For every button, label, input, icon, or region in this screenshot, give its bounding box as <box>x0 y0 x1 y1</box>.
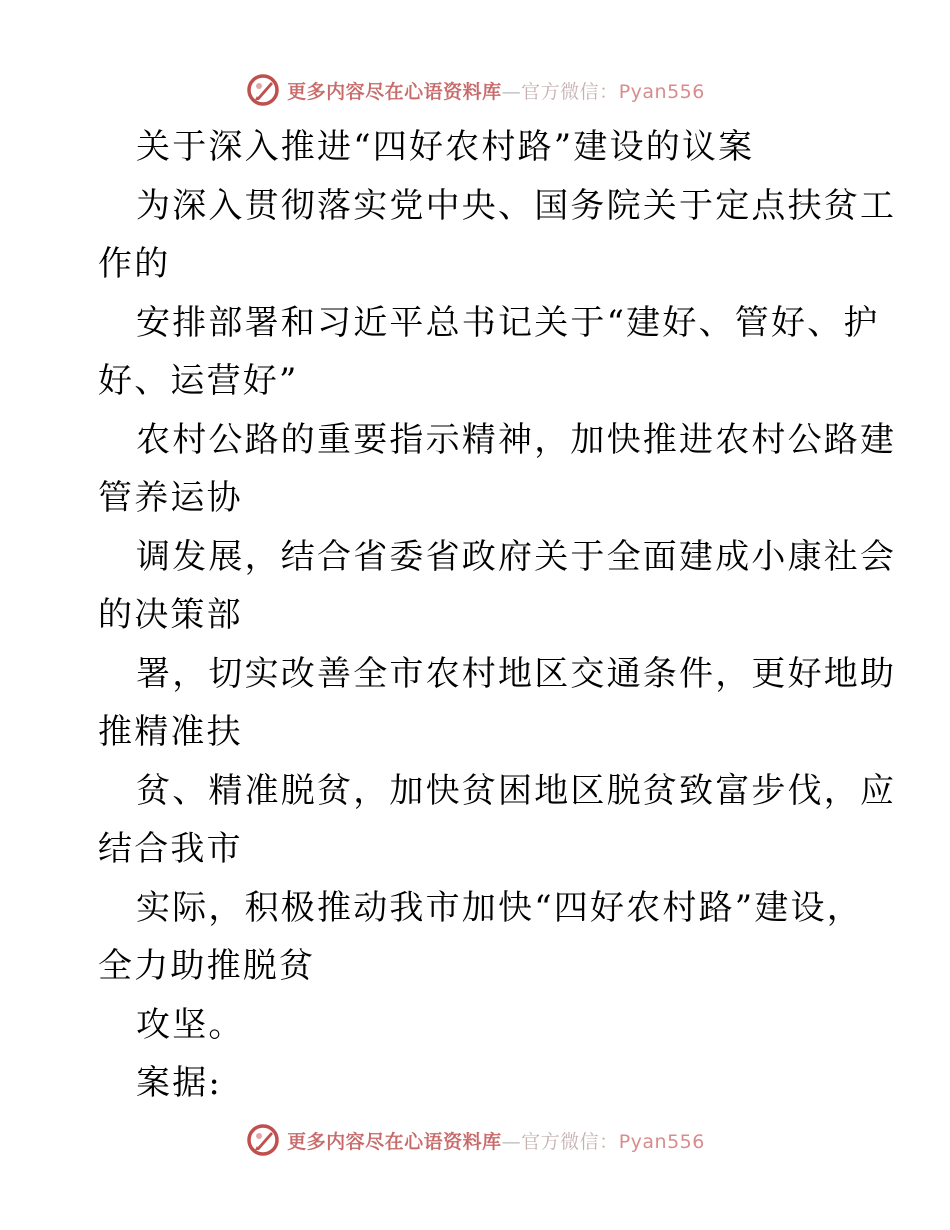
watermark-brand: 更多内容尽在心语资料库 <box>287 80 502 103</box>
document-body <box>98 118 897 1113</box>
header-watermark <box>0 68 950 112</box>
watermark-wechat-label: 官方微信： <box>521 1130 619 1153</box>
paragraph-line: 署，切实改善全市农村地区交通条件，更好地助 <box>136 653 897 694</box>
paragraph-line: 的决策部 <box>98 595 243 635</box>
paragraph-line: 为深入贯彻落实党中央、国务院关于定点扶贫工 <box>136 185 897 226</box>
watermark-text <box>287 77 705 104</box>
brand-logo-icon <box>245 1122 281 1158</box>
paragraph-line: 安排部署和习近平总书记关于“建好、管好、护 <box>136 302 880 343</box>
watermark-wechat-id: Pyan556 <box>618 1130 705 1153</box>
section-heading: 案据: <box>136 1063 223 1103</box>
paragraph-line: 全力助推脱贫 <box>98 946 316 986</box>
paragraph-line: 贫、精准脱贫，加快贫困地区脱贫致富步伐，应 <box>136 770 897 811</box>
watermark-brand: 更多内容尽在心语资料库 <box>287 1130 502 1153</box>
footer-watermark <box>0 1118 950 1162</box>
document-title: 关于深入推进“四好农村路”建设的议案 <box>136 127 755 167</box>
paragraph-line: 攻坚。 <box>136 1004 245 1045</box>
paragraph-line: 实际，积极推动我市加快“四好农村路”建设， <box>136 887 863 928</box>
paragraph-line: 管养运协 <box>98 478 243 518</box>
watermark-separator: — <box>501 1130 522 1153</box>
paragraph-line: 作的 <box>98 244 171 284</box>
paragraph-line: 农村公路的重要指示精神，加快推进农村公路建 <box>136 419 897 460</box>
paragraph-line: 推精准扶 <box>98 712 243 752</box>
brand-logo-icon <box>245 72 281 108</box>
paragraph-line: 调发展，结合省委省政府关于全面建成小康社会 <box>136 536 897 577</box>
watermark-text <box>287 1127 705 1154</box>
paragraph-line: 好、运营好” <box>98 361 299 401</box>
paragraph-line: 结合我市 <box>98 829 243 869</box>
watermark-wechat-label: 官方微信： <box>521 80 619 103</box>
watermark-separator: — <box>501 80 522 103</box>
watermark-wechat-id: Pyan556 <box>618 80 705 103</box>
